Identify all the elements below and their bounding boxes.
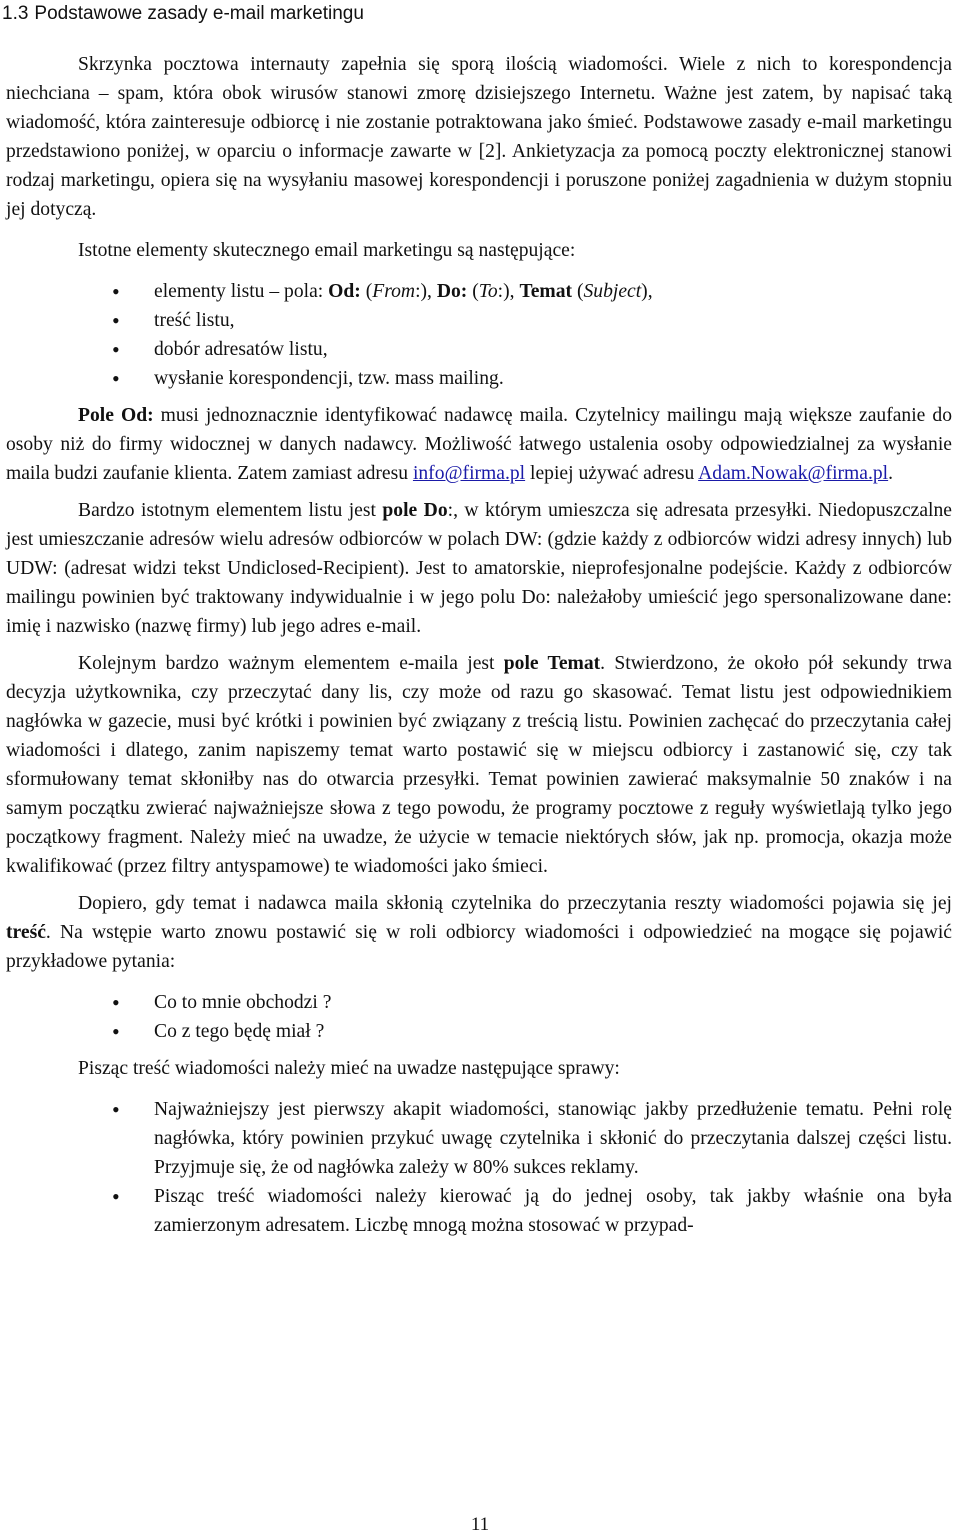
paragraph-text: Skrzynka pocztowa internauty zapełnia się sporą ilością wiadomości. Wiele z nich to korespondencja niechciana – spam, która obok wirusów stanowi zmorę dzisiejszego Internetu. Ważne jest zatem, by napisać taką wiadomość, która zainteresuje odbiorcę i nie zostanie potraktowana jako śmieć. Podstawowe zasady e-mail marketingu przedstawiono poniżej, w oparciu o informacje zawarte w [2]. Ankietyzacja za pomocą poczty elektronicznej stanowi rodzaj marketingu, opiera się na wysyłaniu masowej korespondencji i poruszone poniżej zagadnienia w dużym stopniu jej dotyczą. — [6, 54, 952, 220]
list-item: • Co to mnie obchodzi ? — [6, 988, 952, 1017]
email-link-adam-nowak[interactable]: Adam.Nowak@firma.pl — [698, 463, 889, 484]
bullet-list-writing-rules — [6, 1095, 952, 1240]
section-title: Podstawowe zasady e-mail marketingu — [34, 3, 364, 24]
page-number: 11 — [470, 1514, 490, 1535]
paragraph-subject-field: Kolejnym bardzo ważnym elementem e-maila jest pole Temat. Stwierdzono, że około pół sekundy trwa decyzja użytkownika, czy przeczytać dany lis, czy może od razu go skasować. Temat listu jest odpowiednikiem nagłówka w gazecie, musi być krótki i powinien być związany z treścią listu. Powinien zachęcać do przeczytania całej wiadomości i dlatego, zanim napiszemy temat warto postawić się w miejscu odbiorcy i zastanowić się, czy tak sformułowany temat skłoniłby nas do otwarcia przesyłki. Temat powinien zawierać maksymalnie 50 znaków i na samym początku zwierać najważniejsze słowa z tego powodu, że programy pocztowe z reguły wyświetlają tylko jego początkowy fragment. Należy mieć na uwadze, że użycie w temacie niektórych słów, jak np. promocja, okazja może kwalifikować (przez filtry antyspamowe) te wiadomości jako śmieci. — [6, 653, 952, 877]
paragraph-text: Istotne elementy skutecznego email marketingu są następujące: — [78, 240, 576, 261]
paragraph-body-content: Dopiero, gdy temat i nadawca maila skłonią czytelnika do przeczytania reszty wiadomości pojawia się jej treść. Na wstępie warto znowu postawić się w roli odbiorcy wiadomości i odpowiedzieć na mogące się pojawić przykładowe pytania: — [6, 893, 952, 972]
list-item: • Pisząc treść wiadomości należy kierować ją do jednej osoby, tak jakby właśnie ona była zamierzonym adresatem. Liczbę mnogą można stosować w przypad- — [6, 1182, 952, 1240]
email-link-info[interactable]: info@firma.pl — [412, 463, 526, 484]
document-body — [6, 50, 952, 1240]
list-item: • treść listu, — [6, 306, 952, 335]
paragraph-from-field: Pole Od: musi jednoznacznie identyfikować nadawcę maila. Czytelnicy mailingu mają większe zaufanie do osoby niż do firmy widocznej w danych nadawcy. Możliwość łatwego ustalenia osoby odpowiedzialnej za wysłanie maila budzi zaufanie klienta. Zatem zamiast adresu info@firma.pl lepiej używać adresu Adam.Nowak@firma.pl. — [6, 405, 952, 484]
paragraph-intro — [6, 50, 952, 224]
bullet-list-questions — [6, 988, 952, 1046]
list-item: • wysłanie korespondencji, tzw. mass mailing. — [6, 364, 952, 393]
paragraph-to-field: Bardzo istotnym elementem listu jest pole Do:, w którym umieszcza się adresata przesyłki. Niedopuszczalne jest umieszczanie adresów wielu adresów odbiorców w polach DW: (gdzie każdy z odbiorców widzi adresy innych) lub UDW: (adresat widzi tekst Undiclosed-Recipient). Jest to amatorskie, nieprofesjonalne podejście. Każdy z odbiorców mailingu powinien być traktowany indywidualnie i w jego polu Do: należałoby umieścić jego spersonalizowane dane: imię i nazwisko (nazwę firmy) lub jego adres e-mail. — [6, 500, 952, 637]
list-item: • Najważniejszy jest pierwszy akapit wiadomości, stanowiąc jakby przedłużenie tematu. Pełni rolę nagłówka, który powinien przykuć uwagę czytelnika i skłonić do przeczytania dalszej części listu. Przyjmuje się, że od nagłówka zależy w 80% sukces reklamy. — [6, 1095, 952, 1182]
list-item: • Co z tego będę miał ? — [6, 1017, 952, 1046]
paragraph-writing-intro: Pisząc treść wiadomości należy mieć na uwadze następujące sprawy: — [78, 1058, 620, 1079]
list-item: • dobór adresatów listu, — [6, 335, 952, 364]
section-number: 1.3 — [2, 3, 29, 24]
section-heading — [2, 2, 364, 26]
bullet-list-elements — [6, 277, 952, 393]
paragraph-elements-intro — [6, 236, 952, 265]
list-item: • elementy listu – pola: Od: (From:), Do: (To:), Temat (Subject), — [6, 277, 952, 306]
